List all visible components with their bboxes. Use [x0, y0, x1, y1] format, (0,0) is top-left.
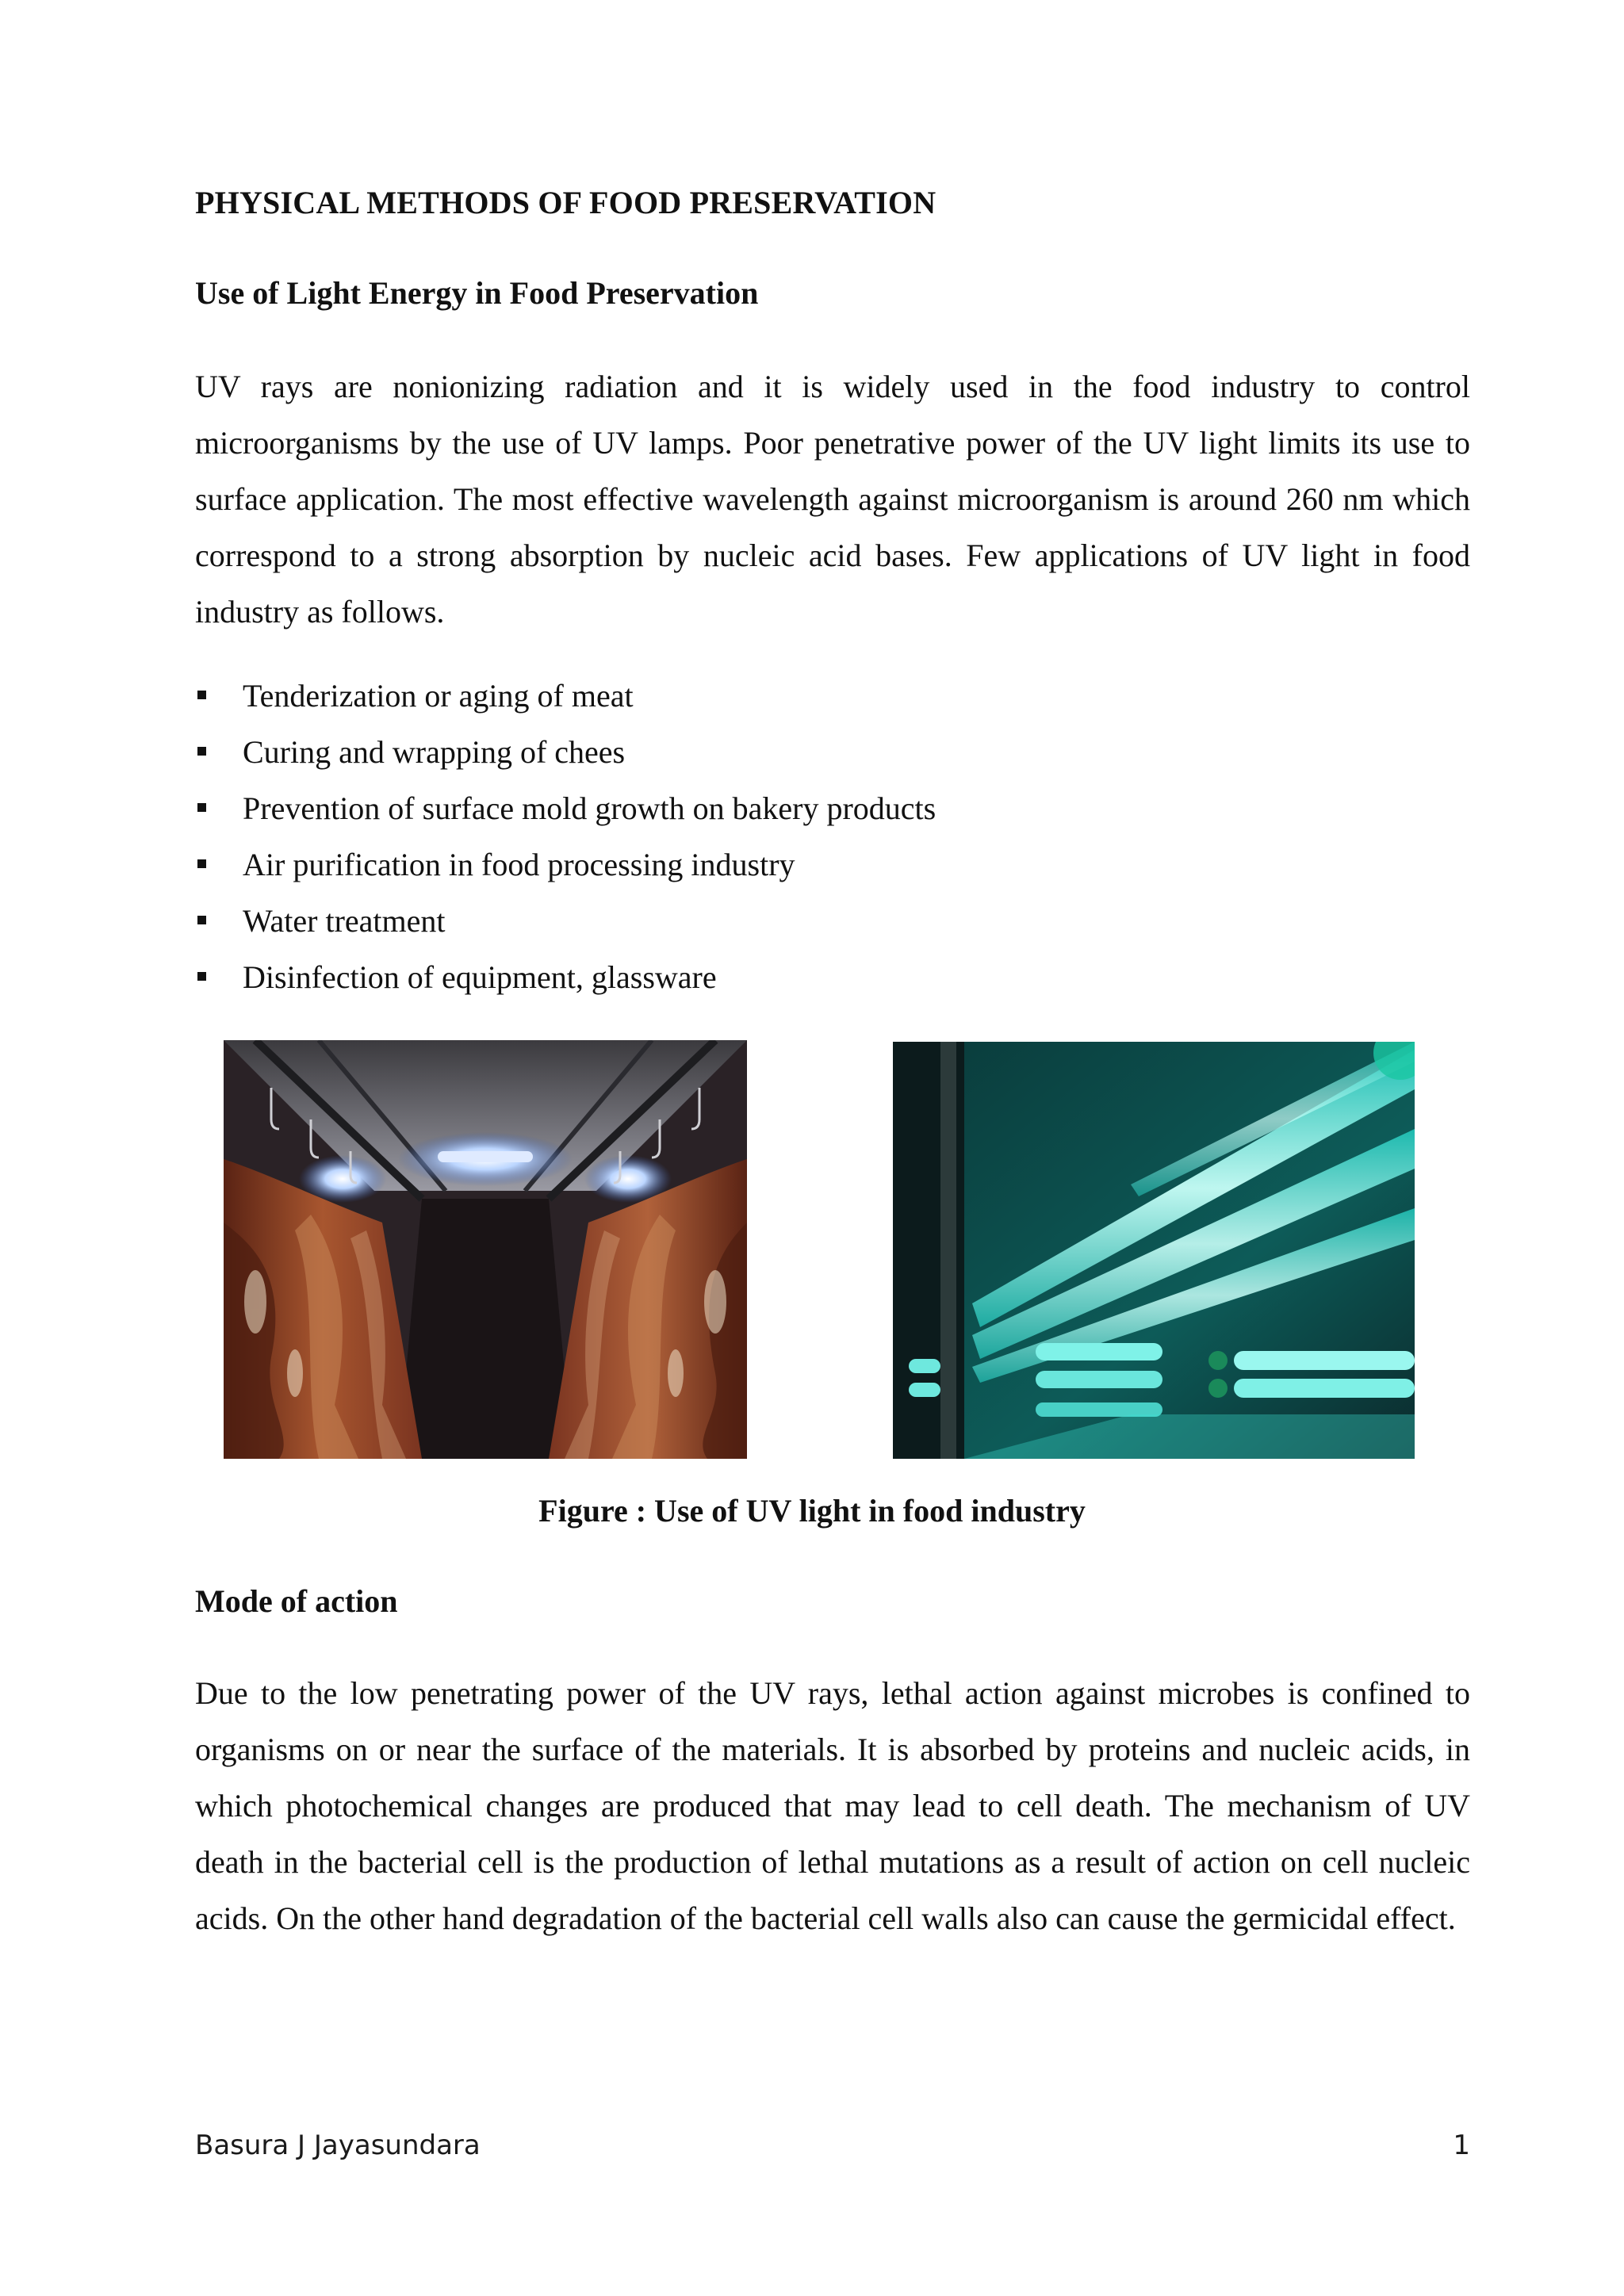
section-heading-light-energy: Use of Light Energy in Food Preservation	[195, 275, 759, 311]
bullet-square-icon	[197, 803, 206, 812]
bullet-square-icon	[197, 747, 206, 756]
intro-paragraph: UV rays are nonionizing radiation and it is widely used in the food industry to control microorganisms by the use of UV lamps. Poor penetrative power of the UV light limits its use to surface application. The most effective wavelength against microorganism is around 260 nm which correspond to a strong absorption by nucleic acid bases. Few applications of UV light in food industry as follows.	[195, 369, 1470, 629]
list-item-text: Tenderization or aging of meat	[243, 678, 634, 714]
meat-cold-room-image	[224, 1040, 747, 1459]
bullet-square-icon	[197, 916, 206, 924]
list-item-text: Disinfection of equipment, glassware	[243, 959, 717, 995]
applications-list	[195, 668, 1470, 1005]
list-item-text: Prevention of surface mold growth on bakery products	[243, 790, 936, 826]
list-item	[195, 780, 1470, 836]
bullet-square-icon	[197, 972, 206, 981]
mode-of-action-paragraph: Due to the low penetrating power of the UV rays, lethal action against microbes is confined to organisms on or near the surface of the materials. It is absorbed by proteins and nucleic acids, in which photochemical changes are produced that may lead to cell death. The mechanism of UV death in the bacterial cell is the production of lethal mutations as a result of action on cell nucleic acids. On the other hand degradation of the bacterial cell walls also can cause the germicidal effect.	[195, 1675, 1470, 1936]
page-number: 1	[1453, 2130, 1470, 2161]
bullet-square-icon	[197, 691, 206, 699]
bullet-square-icon	[197, 859, 206, 868]
figure-caption: Figure : Use of UV light in food industry	[538, 1493, 1086, 1529]
list-item	[195, 724, 1470, 780]
list-item	[195, 668, 1470, 724]
section-heading-mode-of-action: Mode of action	[195, 1583, 398, 1619]
page-footer	[195, 2130, 1470, 2164]
list-item	[195, 893, 1470, 949]
document-title: PHYSICAL METHODS OF FOOD PRESERVATION	[195, 185, 936, 220]
list-item	[195, 949, 1470, 1005]
list-item	[195, 836, 1470, 893]
list-item-text: Water treatment	[243, 903, 446, 939]
footer-author: Basura J Jayasundara	[195, 2130, 481, 2161]
uv-lamps-image	[893, 1042, 1415, 1459]
list-item-text: Curing and wrapping of chees	[243, 734, 626, 770]
list-item-text: Air purification in food processing industry	[243, 847, 795, 882]
